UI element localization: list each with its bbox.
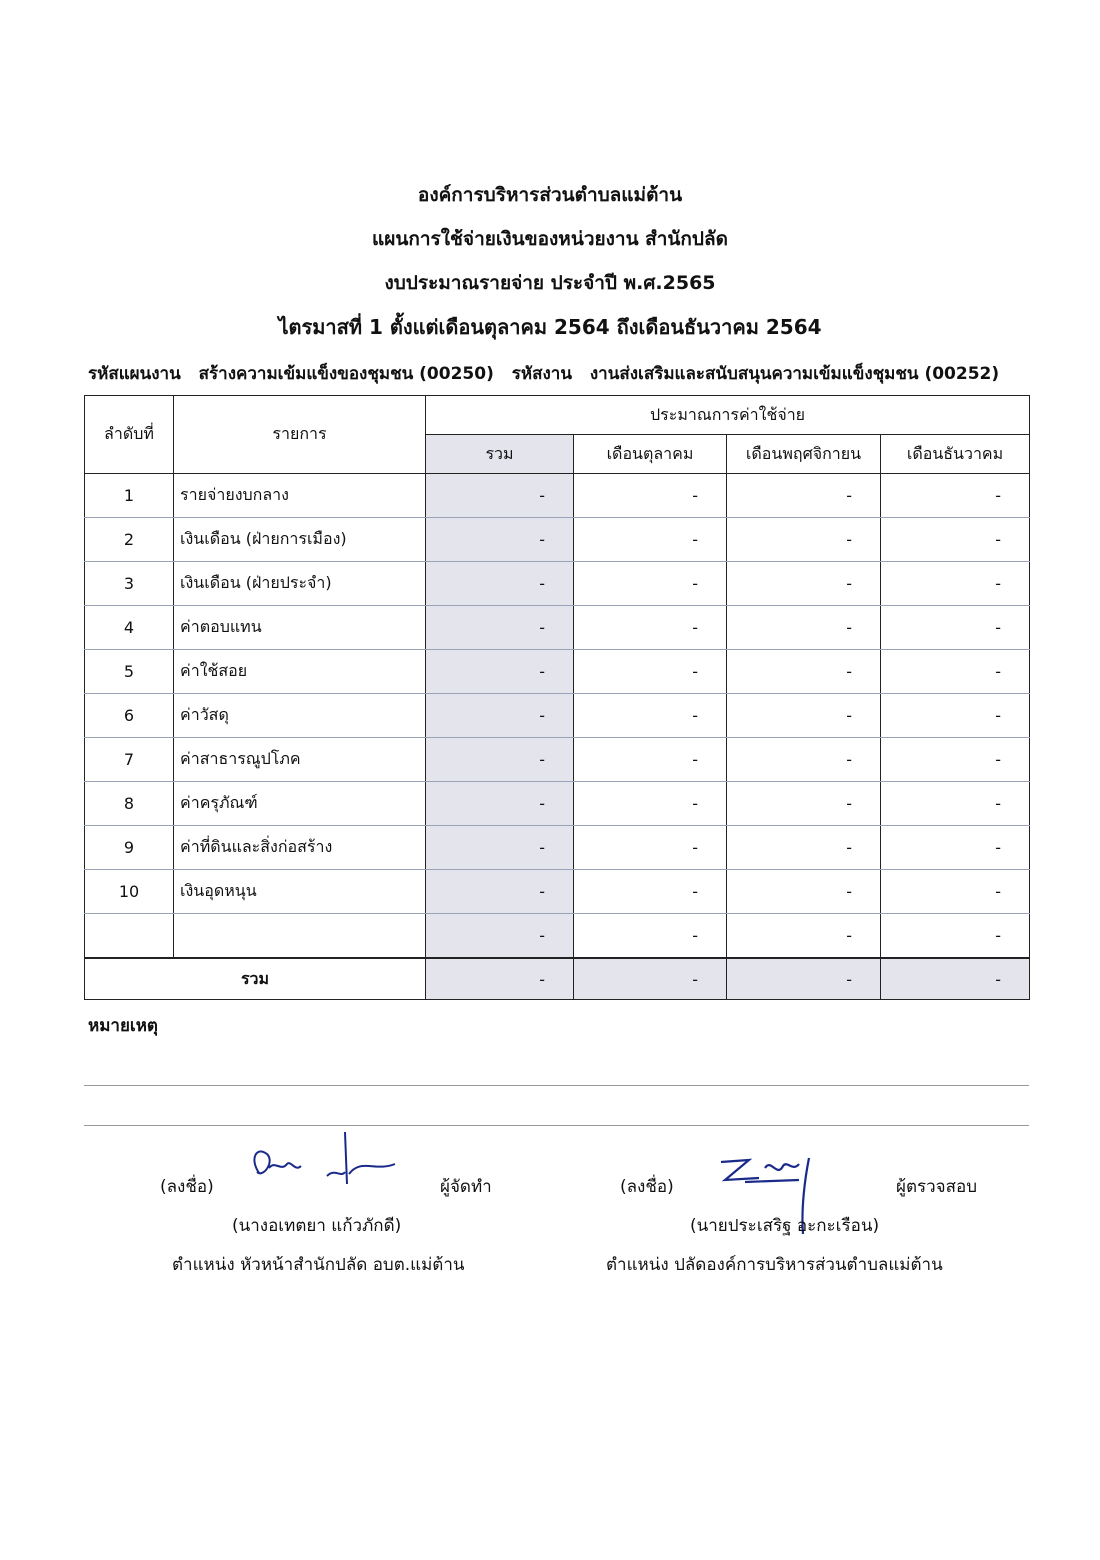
row-dec: - [881,474,1030,518]
row-item [174,914,426,959]
remark-line [84,1125,1029,1126]
row-total: - [426,782,574,826]
left-signer-name: (นางอเทตยา แก้วภักดี) [232,1216,402,1236]
row-no: 2 [85,518,174,562]
row-no: 5 [85,650,174,694]
row-nov: - [727,562,881,606]
row-oct: - [574,914,727,959]
row-no: 4 [85,606,174,650]
table-row [85,782,1030,826]
row-dec: - [881,782,1030,826]
row-nov: - [727,518,881,562]
total-label: รวม [85,958,426,1000]
left-role: ผู้จัดทำ [440,1177,492,1197]
row-dec: - [881,650,1030,694]
row-oct: - [574,606,727,650]
remark-label: หมายเหตุ [88,1016,158,1036]
code-line [88,360,1033,387]
document-header [0,180,1100,356]
work-code-value: งานส่งเสริมและสนับสนุนความเข้มแข็งชุมชน (00252) [589,364,1000,384]
row-no: 9 [85,826,174,870]
row-dec: - [881,562,1030,606]
budget-title: งบประมาณรายจ่าย ประจำปี พ.ศ.2565 [384,272,716,294]
right-signer-position: ตำแหน่ง ปลัดองค์การบริหารส่วนตำบลแม่ต้าน [606,1255,943,1275]
table-row [85,914,1030,959]
table-row [85,826,1030,870]
row-nov: - [727,826,881,870]
row-oct: - [574,650,727,694]
table-row [85,562,1030,606]
quarter-title: ไตรมาสที่ 1 ตั้งแต่เดือนตุลาคม 2564 ถึงเดือนธันวาคม 2564 [278,315,822,339]
total-sum: - [426,958,574,1000]
right-signer-name: (นายประเสริฐ อะกะเรือน) [690,1216,880,1236]
row-item: เงินอุดหนุน [174,870,426,914]
right-role: ผู้ตรวจสอบ [896,1177,978,1197]
row-nov: - [727,650,881,694]
row-no: 7 [85,738,174,782]
row-nov: - [727,738,881,782]
row-nov: - [727,606,881,650]
table-row [85,694,1030,738]
table-row [85,606,1030,650]
row-dec: - [881,694,1030,738]
table-row [85,518,1030,562]
row-no: 6 [85,694,174,738]
row-nov: - [727,914,881,959]
total-row [85,958,1030,1000]
row-item: เงินเดือน (ฝ่ายการเมือง) [174,518,426,562]
row-oct: - [574,518,727,562]
col-header-item: รายการ [174,396,426,474]
row-no: 10 [85,870,174,914]
row-dec: - [881,870,1030,914]
row-item: ค่าที่ดินและสิ่งก่อสร้าง [174,826,426,870]
row-no: 3 [85,562,174,606]
row-oct: - [574,474,727,518]
row-nov: - [727,694,881,738]
table-row [85,650,1030,694]
col-header-oct: เดือนตุลาคม [574,435,727,474]
left-signer-position: ตำแหน่ง หัวหน้าสำนักปลัด อบต.แม่ต้าน [172,1255,465,1275]
row-total: - [426,694,574,738]
row-total: - [426,562,574,606]
row-item: ค่าครุภัณฑ์ [174,782,426,826]
row-total: - [426,914,574,959]
row-total: - [426,826,574,870]
row-item: ค่าสาธารณูปโภค [174,738,426,782]
row-oct: - [574,694,727,738]
row-oct: - [574,826,727,870]
row-item: ค่าวัสดุ [174,694,426,738]
work-code-label: รหัสงาน [511,364,572,384]
org-title: องค์การบริหารส่วนตำบลแม่ต้าน [417,184,683,206]
row-total: - [426,738,574,782]
row-dec: - [881,518,1030,562]
total-oct: - [574,958,727,1000]
row-nov: - [727,782,881,826]
col-header-nov: เดือนพฤศจิกายน [727,435,881,474]
row-item: เงินเดือน (ฝ่ายประจำ) [174,562,426,606]
row-total: - [426,650,574,694]
col-header-no: ลำดับที่ [85,396,174,474]
col-header-estimate: ประมาณการค่าใช้จ่าย [426,396,1030,435]
right-sign-label: (ลงชื่อ) [620,1177,674,1197]
row-dec: - [881,826,1030,870]
row-no: 8 [85,782,174,826]
table-row [85,738,1030,782]
row-dec: - [881,914,1030,959]
row-dec: - [881,738,1030,782]
table-row [85,870,1030,914]
row-no: 1 [85,474,174,518]
table-row [85,474,1030,518]
row-oct: - [574,870,727,914]
row-nov: - [727,870,881,914]
row-total: - [426,606,574,650]
total-dec: - [881,958,1030,1000]
row-oct: - [574,738,727,782]
row-item: รายจ่ายงบกลาง [174,474,426,518]
row-oct: - [574,782,727,826]
row-total: - [426,870,574,914]
col-header-total: รวม [426,435,574,474]
row-item: ค่าใช้สอย [174,650,426,694]
row-item: ค่าตอบแทน [174,606,426,650]
total-nov: - [727,958,881,1000]
left-signature-image [245,1128,405,1198]
row-nov: - [727,474,881,518]
row-total: - [426,518,574,562]
plan-code-value: สร้างความเข้มแข็งของชุมชน (00250) [198,364,494,384]
row-oct: - [574,562,727,606]
expense-plan-table [84,395,1030,1000]
row-dec: - [881,606,1030,650]
left-sign-label: (ลงชื่อ) [160,1177,214,1197]
row-total: - [426,474,574,518]
remark-line [84,1085,1029,1086]
col-header-dec: เดือนธันวาคม [881,435,1030,474]
row-no [85,914,174,959]
plan-code-label: รหัสแผนงาน [88,364,181,384]
plan-title: แผนการใช้จ่ายเงินของหน่วยงาน สำนักปลัด [372,228,728,250]
